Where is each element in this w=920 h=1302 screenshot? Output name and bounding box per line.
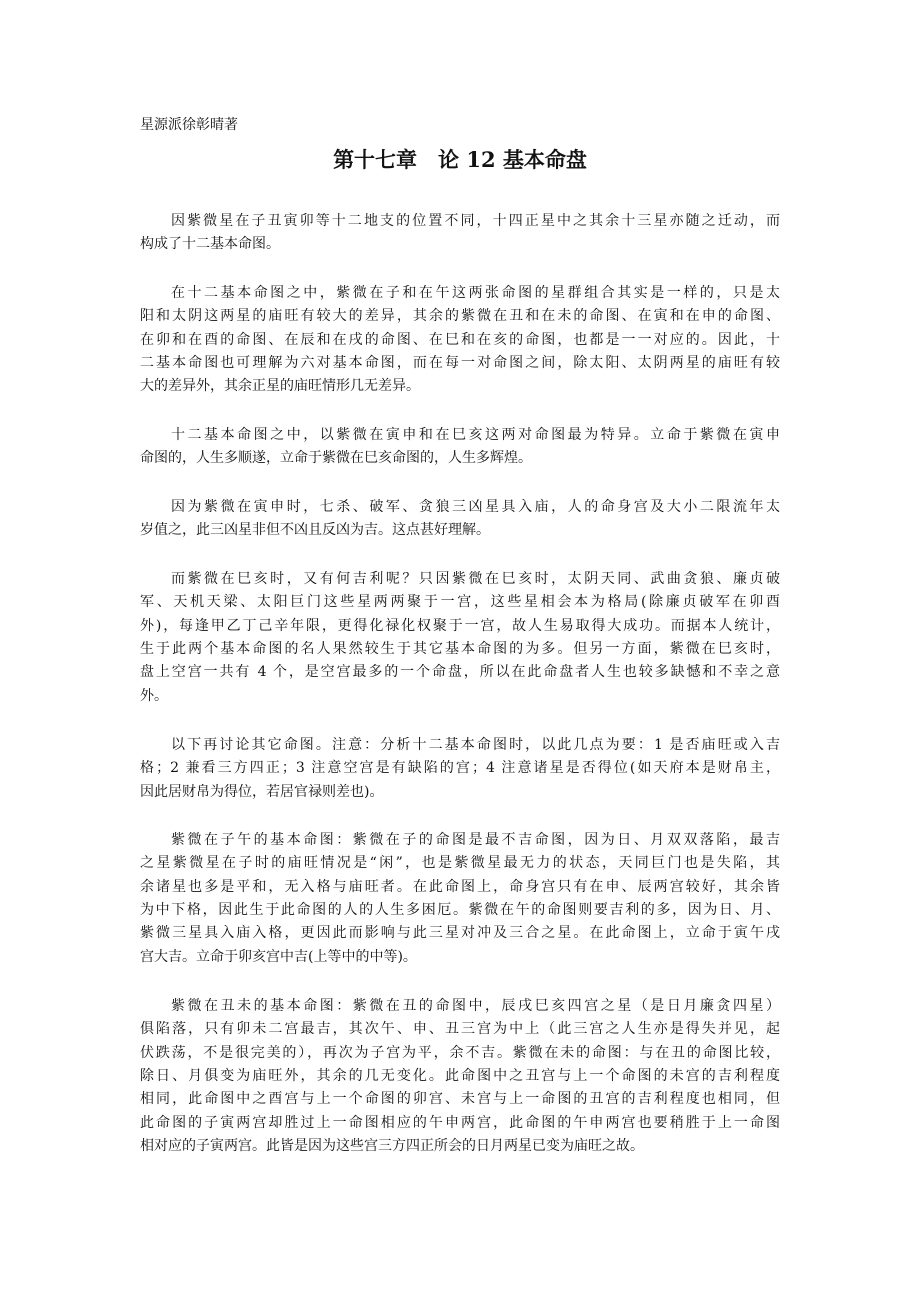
paragraph — [140, 995, 780, 1158]
paragraph-line: 岁值之，此三凶星非但不凶且反凶为吉。这点甚好理解。 — [140, 522, 490, 539]
paragraph-line: 伏跌荡，不是很完美的），再次为子宫为平，余不吉。紫微在未的命图：与在丑的命图比较， — [140, 1044, 780, 1061]
paragraph-line: 宫大吉。立命于卯亥宫中吉(上等中的中等)。 — [140, 948, 417, 965]
paragraph-line: 因为紫微在寅申时，七杀、破军、贪狼三凶星具入庙，人的命身宫及大小二限流年太 — [171, 499, 780, 515]
paragraph-line: 因紫微星在子丑寅卯等十二地支的位置不同，十四正星中之其余十三星亦随之迁动，而 — [171, 213, 780, 229]
paragraph-line: 十二基本命图之中，以紫微在寅申和在巳亥这两对命图最为特异。立命于紫微在寅申 — [171, 427, 780, 443]
paragraph-line: 余诸星也多是平和，无入格与庙旺者。在此命图上，命身宫只有在申、辰两宫较好，其余皆 — [140, 878, 780, 895]
paragraph-line: 在十二基本命图之中，紫微在子和在午这两张命图的星群组合其实是一样的，只是太 — [171, 285, 780, 301]
paragraph-line: 而紫微在巳亥时，又有何吉利呢？只因紫微在巳亥时，太阴天同、武曲贪狼、廉贞破 — [171, 571, 780, 587]
paragraph-line: 紫微三星具入庙入格，更因此而影响与此三星对冲及三合之星。在此命图上，立命于寅午戌 — [140, 925, 780, 942]
paragraph-line: 命图的，人生多顺遂，立命于紫微在巳亥命图的，人生多辉煌。 — [140, 450, 532, 467]
paragraph-line: 在卯和在酉的命图、在辰和在戌的命图、在巳和在亥的命图，也都是一一对应的。因此，十 — [140, 331, 780, 348]
paragraph — [140, 282, 780, 399]
chapter-title: 第十七章 论 12 基本命盘 — [333, 147, 587, 172]
paragraph — [140, 496, 780, 543]
paragraph-line: 生于此两个基本命图的名人果然较生于其它基本命图的为多。但另一方面，紫微在巳亥时， — [140, 641, 780, 658]
paragraph-line: 外。 — [140, 687, 168, 704]
paragraph-line: 大的差异外，其余正星的庙旺情形几无差异。 — [140, 378, 420, 395]
paragraph — [140, 734, 780, 804]
paragraph-line: 俱陷落，只有卯未二宫最吉，其次午、申、丑三宫为中上（此三宫之人生亦是得失并见，起 — [140, 1021, 780, 1038]
paragraph-line: 因此居财帛为得位，若居官禄则差也)。 — [140, 783, 384, 800]
paragraph-line: 阳和太阴这两星的庙旺有较大的差异，其余的紫微在丑和在未的命图、在寅和在申的命图、 — [140, 308, 780, 325]
author-line: 星源派徐彰晴著 — [140, 117, 238, 133]
paragraph-line: 外)，每逢甲乙丁己辛年限，更得化禄化权聚于一宫，故人生易取得大成功。而据本人统计， — [140, 617, 780, 634]
paragraph-line: 此命图的子寅两宫却胜过上一命图相应的午申两宫，此命图的午申两宫也要稍胜于上一命图 — [140, 1114, 780, 1131]
paragraph-line: 为中下格，因此生于此命图的人的人生多困厄。紫微在午的命图则要吉利的多，因为日、月、 — [140, 902, 780, 919]
paragraph-line: 相同，此命图中之酉宫与上一个命图的卯宫、未宫与上一命图的丑宫的吉利程度也相同，但 — [140, 1091, 780, 1108]
paragraph-line: 构成了十二基本命图。 — [140, 236, 280, 253]
paragraph-line: 之星紫微星在子时的庙旺情况是“闲”，也是紫微星最无力的状态，天同巨门也是失陷，其 — [140, 855, 780, 872]
paragraph-line: 以下再讨论其它命图。注意：分析十二基本命图时，以此几点为要：1 是否庙旺或入吉 — [171, 737, 780, 753]
paragraph — [140, 829, 780, 969]
paragraph — [140, 568, 780, 708]
paragraph-line: 紫微在丑未的基本命图：紫微在丑的命图中，辰戌巳亥四宫之星（是日月廉贪四星） — [171, 998, 780, 1014]
paragraph-line: 相对应的子寅两宫。此皆是因为这些宫三方四正所会的日月两星已变为庙旺之故。 — [140, 1138, 644, 1155]
paragraph — [140, 210, 780, 257]
paragraph-line: 格；2 兼看三方四正；3 注意空宫是有缺陷的宫；4 注意诸星是否得位(如天府本是财帛主， — [140, 760, 780, 777]
paragraph-line: 二基本命图也可理解为六对基本命图，而在每一对命图之间，除太阳、太阴两星的庙旺有较 — [140, 355, 780, 372]
paragraph-line: 紫微在子午的基本命图：紫微在子的命图是最不吉命图，因为日、月双双落陷，最吉 — [171, 832, 780, 848]
paragraph-line: 盘上空宫一共有 4 个，是空宫最多的一个命盘，所以在此命盘者人生也较多缺憾和不幸之意 — [140, 664, 780, 681]
paragraph-line: 除日、月俱变为庙旺外，其余的几无变化。此命图中之丑宫与上一个命图的未宫的吉利程度 — [140, 1068, 780, 1085]
paragraph — [140, 424, 780, 471]
paragraph-line: 军、天机天梁、太阳巨门这些星两两聚于一宫，这些星相会本为格局(除廉贞破军在卯酉 — [140, 594, 780, 611]
